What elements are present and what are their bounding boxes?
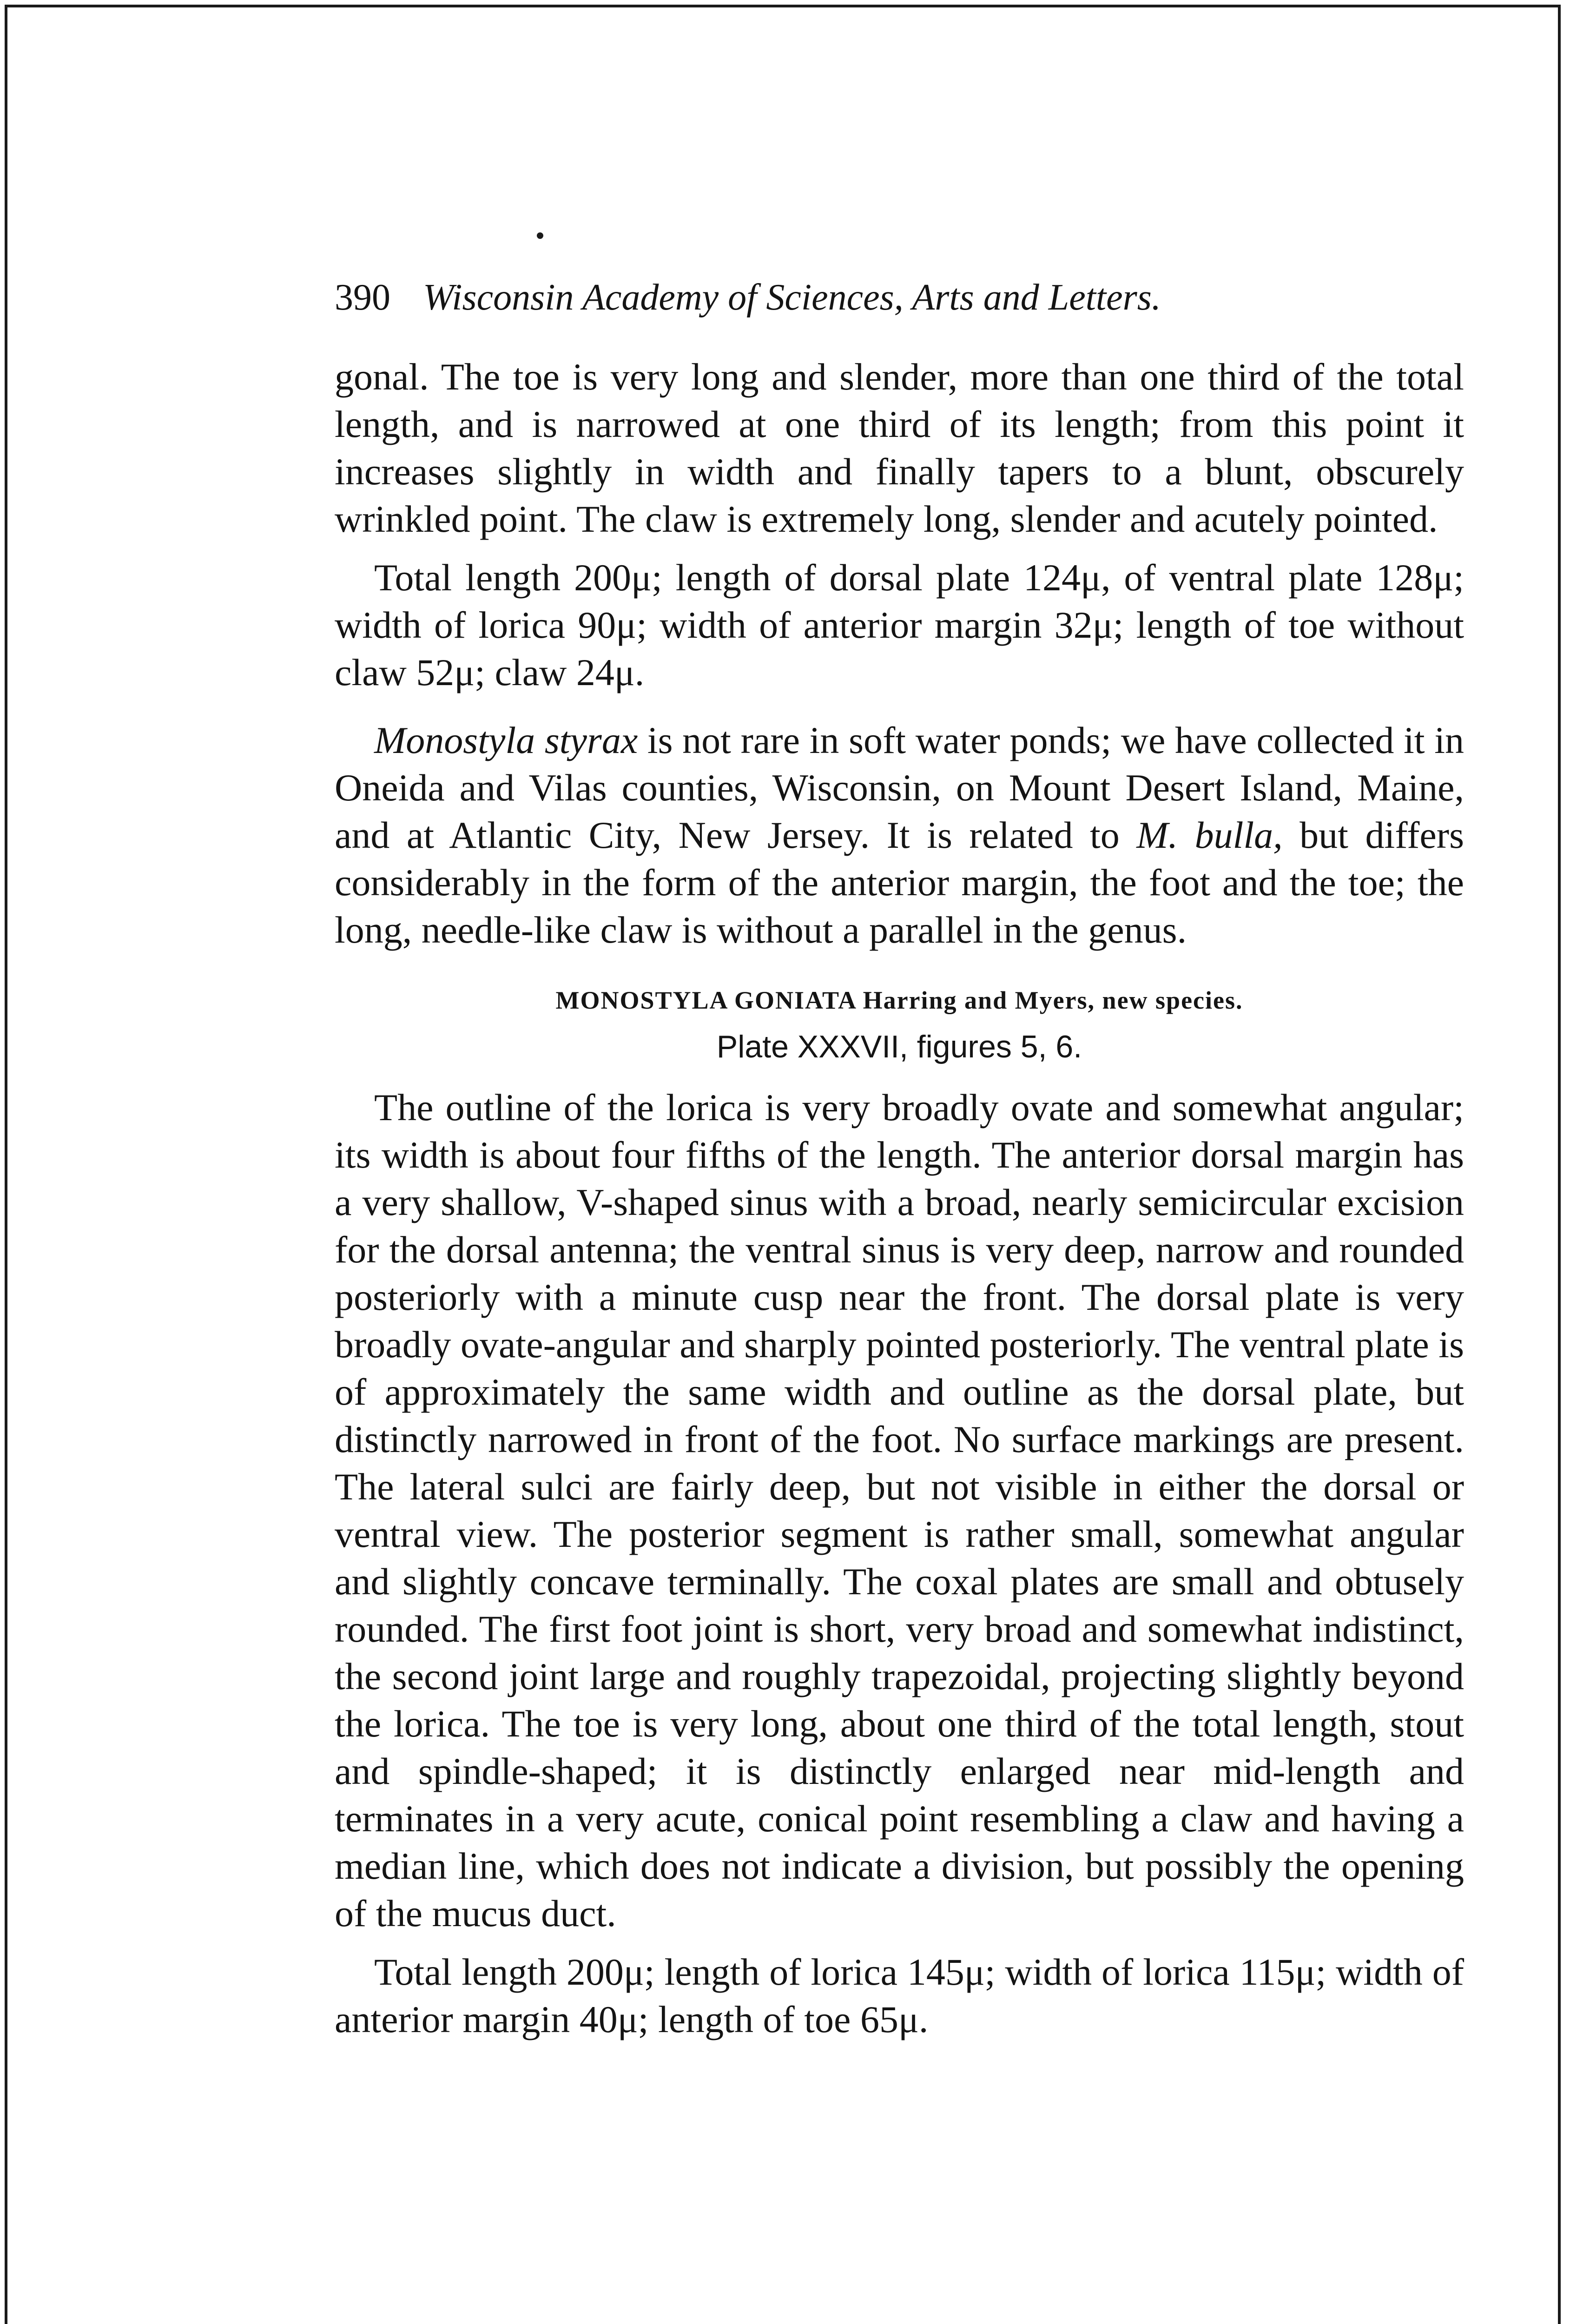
species-ref-bulla: M. bulla,	[1136, 814, 1283, 856]
book-page	[335, 270, 1464, 2043]
distribution-text-b: but differs considerably in the form of the anterior margin, the foot and the toe; the long, needle-like claw is without a parallel in the genus.	[335, 814, 1464, 951]
species-heading	[335, 982, 1464, 1019]
distribution-text-a: is not rare in soft water ponds; we have collected it in Oneida and Vilas counties, Wisconsin, on Mount Desert Island, Maine, and at Atlantic City, New Jersey. It is related to	[335, 719, 1464, 856]
paragraph-measurements-styrax: Total length 200μ; length of dorsal plate 124μ, of ventral plate 128μ; width of lorica 90μ; width of anterior margin 32μ; length of toe without claw 52μ; claw 24μ.	[335, 556, 1464, 693]
paragraph-distribution	[335, 717, 1464, 954]
plate-reference: Plate XXXVII, figures 5, 6.	[716, 1029, 1082, 1064]
paragraph-goniata-description: The outline of the lorica is very broadly ovate and somewhat angular; its width is about four fifths of the length. The anterior dorsal margin has a very shallow, V-shaped sinus with a broad, nearly semicircular excision for the dorsal antenna; the ventral sinus is very deep, narrow and rounded posteriorly with a minute cusp near the front. The dorsal plate is very broadly ovate-angular and sharply pointed posteriorly. The ventral plate is of approximately the same width and outline as the dorsal plate, but distinctly narrowed in front of the foot. No surface markings are present. The lateral sulci are fairly deep, but not visible in either the dorsal or ventral view. The posterior segment is rather small, somewhat angular and slightly concave terminally. The coxal plates are small and obtusely rounded. The first foot joint is short, very broad and somewhat indistinct, the second joint large and roughly trapezoidal, projecting slightly beyond the lorica. The toe is very long, about one third of the total length, stout and spindle-shaped; it is distinctly enlarged near mid-length and terminates in a very acute, conical point resembling a claw and having a median line, which does not indicate a division, but possibly the opening of the mucus duct.	[335, 1086, 1464, 1934]
paragraph-toe-description: gonal. The toe is very long and slender, more than one third of the total length, and is narrowed at one third of its length; from this point it increases slightly in width and finally tapers to a blunt, obscurely wrinkled point. The claw is extremely long, slender and acutely pointed.	[335, 356, 1464, 540]
page-number: 390	[335, 277, 390, 318]
species-heading-name: MONOSTYLA GONIATA	[555, 986, 856, 1014]
ink-dot	[537, 232, 543, 239]
paragraph-measurements-goniata: Total length 200μ; length of lorica 145μ; width of lorica 115μ; width of anterior margin 40μ; length of toe 65μ.	[335, 1951, 1464, 2040]
running-head	[335, 270, 1464, 325]
species-heading-authors: Harring and Myers, new species.	[863, 986, 1243, 1014]
journal-title: Wisconsin Academy of Sciences, Arts and Letters.	[423, 277, 1161, 318]
spacer	[335, 696, 1464, 717]
species-name-styrax: Monostyla styrax	[374, 719, 638, 761]
